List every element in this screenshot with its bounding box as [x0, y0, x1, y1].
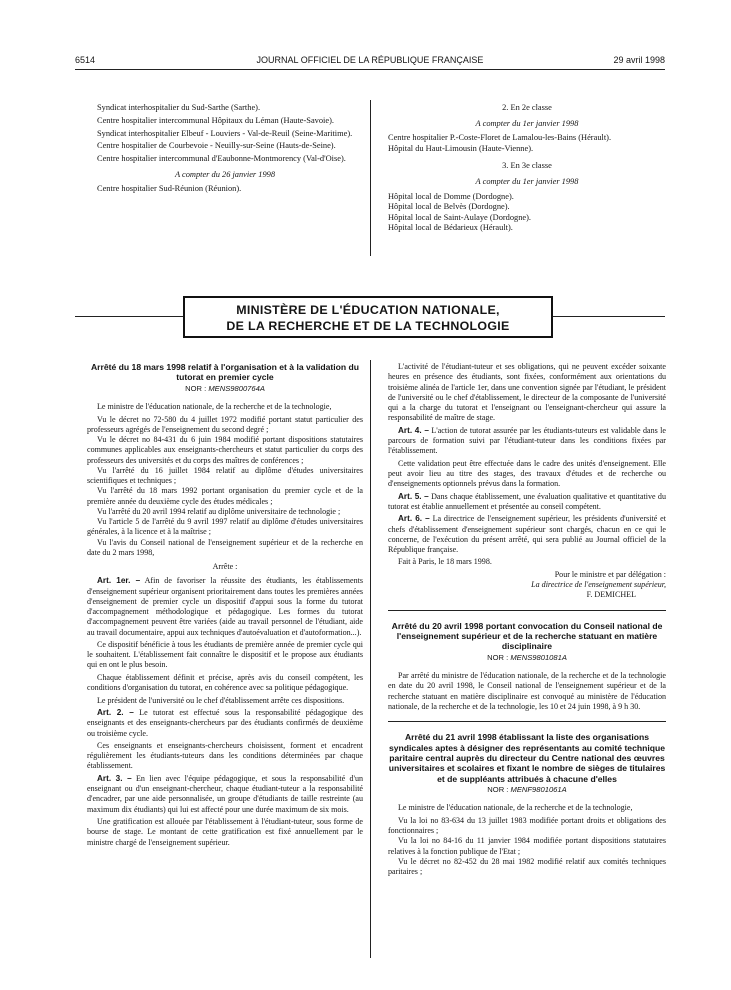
page-number: 6514 — [75, 55, 96, 65]
paragraph: Le ministre de l'éducation nationale, de la recherche et de la technologie, — [398, 803, 633, 813]
visa: Vu la loi no 84-16 du 11 janvier 1984 modifiée portant dispositions statutaires relatives à la fonction publique de l'Etat ; — [388, 836, 666, 856]
nor-reference — [87, 384, 363, 394]
paragraph: Chaque établissement définit et précise, après avis du conseil compétent, les conditions d'organisation du tutorat, en cohérence avec sa politique pédagogique. — [87, 672, 363, 693]
section-divider — [388, 721, 666, 722]
arrete-title: Arrêté du 18 mars 1998 relatif à l'organisation et à la validation du tutorat en premier cycle — [90, 362, 360, 383]
nor-label: NOR : — [185, 383, 207, 393]
list-item: Hôpital local de Bédarieux (Hérault). — [388, 223, 513, 233]
ministry-line-2: DE LA RECHERCHE ET DE LA TECHNOLOGIE — [226, 319, 510, 333]
paragraph: Ces enseignants et enseignants-chercheurs choisissent, forment et encadrent régulièrement les étudiants-tuteurs dans les conditions déterminées par chaque établissement. — [87, 740, 363, 771]
paragraph: Ce dispositif bénéficie à tous les étudiants de première année de premier cycle qui le souhaitent. L'établissement fait connaître le dispositif et le propose aux étudiants qui en ont le plus besoin. — [87, 639, 363, 670]
nor-reference — [388, 653, 666, 663]
nor-code: MENS9801081A — [510, 652, 567, 662]
article-label: Art. 6. – — [398, 514, 430, 524]
visa: Vu l'avis du Conseil national de l'enseignement supérieur et de la recherche en date du 2 mars 1998, — [87, 537, 363, 557]
article-label: Art. 3. – — [97, 773, 132, 783]
list-item: Hôpital du Haut-Limousin (Haute-Vienne). — [388, 143, 534, 153]
top-left-column — [87, 103, 363, 197]
arrete-1-left-column — [87, 362, 363, 850]
visa: Vu le décret no 82-452 du 28 mai 1982 modifié relatif aux comités techniques paritaires ; — [388, 856, 666, 877]
visa: Vu la loi no 83-634 du 13 juillet 1983 modifiée portant droits et obligations des fonctionnaires ; — [388, 815, 666, 836]
list-item: Centre hospitalier intercommunal Hôpitaux du Léman (Haute-Savoie). — [97, 115, 334, 125]
class-heading: 3. En 3e classe — [502, 161, 552, 171]
top-right-column — [388, 103, 666, 236]
date-heading: A compter du 26 janvier 1998 — [174, 169, 276, 179]
ministry-rule-left — [75, 316, 183, 317]
visa: Vu le décret no 72-580 du 4 juillet 1972 modifié portant statut particulier des professeurs agrégés de l'enseignement du second degré ; — [87, 414, 363, 434]
article-text: En lien avec l'équipe pédagogique, et sous la responsabilité d'un enseignant ou d'un enseignant-chercheur, chaque étudiant-tuteur a la responsabilité d'encadrer, par une aide personnalisée, un groupe d'étudiants de taille restreinte (au maximum dix étudiants) qui lui est affecté pour une durée maximum de six mois. — [87, 773, 363, 814]
ministry-rule-right — [553, 316, 665, 317]
list-item: Hôpital local de Belvès (Dordogne). — [388, 202, 510, 212]
column-divider — [370, 360, 371, 958]
article-text: La directrice de l'enseignement supérieur, les présidents d'université et chefs d'établissement d'enseignement supérieur sont chargés, chacun en ce qui le concerne, de l'exécution du présent arrêté, qui sera publié au Journal officiel de la République française. — [388, 514, 666, 554]
list-item: Centre hospitalier P.-Coste-Floret de Lamalou-les-Bains (Hérault). — [388, 133, 612, 143]
list-item: Centre hospitalier Sud-Réunion (Réunion). — [97, 184, 242, 194]
page-header — [75, 55, 665, 69]
nor-label: NOR : — [487, 652, 509, 662]
date-heading: A compter du 1er janvier 1998 — [475, 176, 579, 186]
article-text: Afin de favoriser la réussite des étudiants, les établissements d'enseignement supérieur organisent prioritairement dans toutes les premières années d'enseignement de premier cycle un dispositif d'appui sous la forme du tutorat d'accompagnement méthodologique et pédagogique. Les formes du tutorat d'accompagnement peuvent être variées (aide au travail personnel de l'étudiant, aide au travail documentaire, appui aux techniques d'autoévaluation et d'autoformation...). — [87, 576, 363, 637]
visa: Vu l'arrêté du 20 avril 1994 relatif au diplôme universitaire de technologie ; — [97, 506, 341, 516]
list-item: Syndicat interhospitalier du Sud-Sarthe (Sarthe). — [97, 103, 261, 112]
paragraph: Le président de l'université ou le chef d'établissement arrête ces dispositions. — [97, 695, 345, 705]
section-divider — [388, 610, 666, 611]
nor-code: MENS9800764A — [208, 383, 265, 393]
article-label: Art. 1er. – — [97, 576, 141, 586]
list-item: Centre hospitalier intercommunal d'Eaubonne-Montmorency (Val-d'Oise). — [97, 154, 346, 164]
article-text: Le tutorat est effectué sous la responsabilité pédagogique des enseignants et des enseignants-chercheurs par des étudiants confirmés de deuxième ou troisième cycle. — [87, 708, 364, 738]
arrete-title: Arrêté du 21 avril 1998 établissant la liste des organisations syndicales aptes à désigner des représentants au comité technique paritaire central auprès du directeur du Centre national des œuvres universitaires et scolaires et fixant le nombre de sièges de titulaires et de suppléants attribués à chacune d'elles — [388, 732, 666, 784]
nor-reference — [388, 785, 666, 795]
article-4 — [388, 426, 666, 457]
date-heading: A compter du 1er janvier 1998 — [475, 118, 579, 128]
arrete-right-column — [388, 362, 666, 880]
column-divider — [370, 100, 371, 256]
visa: Vu l'article 5 de l'arrêté du 9 avril 1997 relatif au diplôme d'études universitaires générales, à la licence et à la maîtrise ; — [87, 517, 363, 537]
ministry-line-1: MINISTÈRE DE L'ÉDUCATION NATIONALE, — [236, 303, 500, 317]
arrete-title: Arrêté du 20 avril 1998 portant convocation du Conseil national de l'enseignement supérieur et de la recherche statuant en matière disciplinaire — [391, 620, 663, 652]
visa: Vu l'arrêté du 16 juillet 1984 relatif au diplôme d'études universitaires scientifiques et techniques ; — [87, 465, 363, 485]
visa: Vu l'arrêté du 18 mars 1992 portant organisation du premier cycle et de la première année du deuxième cycle des études médicales ; — [87, 486, 363, 506]
class-heading: 2. En 2e classe — [502, 103, 552, 112]
arrete-word: Arrête : — [212, 562, 238, 571]
list-item: Hôpital local de Saint-Aulaye (Dordogne). — [388, 212, 532, 222]
issue-date: 29 avril 1998 — [613, 55, 665, 65]
article-5 — [388, 492, 666, 513]
paragraph: Par arrêté du ministre de l'éducation nationale, de la recherche et de la technologie en date du 20 avril 1998, le Conseil national de l'enseignement supérieur et de la recherche statuant en matière disciplinaire est convoqué au ministère de l'éducation nationale, de la recherche et de la technologie, les 10 et 24 juin 1998, à 9 h 30. — [388, 671, 666, 711]
visa: Vu le décret no 84-431 du 6 juin 1984 modifié portant dispositions statutaires communes applicables aux enseignants-chercheurs et statut particulier du corps des professeurs des universités et du corps des maîtres de conférences ; — [87, 435, 363, 465]
header-rule — [75, 69, 665, 70]
article-3 — [87, 774, 363, 815]
article-1 — [87, 576, 363, 638]
paragraph: Le ministre de l'éducation nationale, de la recherche et de la technologie, — [97, 402, 332, 412]
paragraph: Cette validation peut être effectuée dans le cadre des unités d'enseignement. Elle peut avoir lieu au titre des stages, des travaux d'études et de recherche ou d'enseignements optionnels prévus dans la formation. — [388, 458, 666, 489]
list-item: Syndicat interhospitalier Elbeuf - Louviers - Val-de-Reuil (Seine-Maritime). — [97, 128, 353, 138]
done-at: Fait à Paris, le 18 mars 1998. — [398, 557, 492, 567]
journal-title: JOURNAL OFFICIEL DE LA RÉPUBLIQUE FRANÇAISE — [256, 55, 484, 65]
ministry-heading — [183, 296, 553, 338]
nor-code: MENF9801061A — [510, 785, 567, 795]
list-item: Hôpital local de Domme (Dordogne). — [388, 191, 514, 201]
paragraph: L'activité de l'étudiant-tuteur et ses obligations, qui ne peuvent excéder soixante heures en présence des étudiants, sont fixées, conformément aux orientations du troisième alinéa de l'article 1er, dans une convention signée par l'étudiant, le président de l'université ou le chef d'établissement, le directeur de la composante de l'université qui a la charge du tutorat et l'enseignant ou l'enseignant-chercheur qui assure la responsabilité de maître de stage. — [388, 362, 666, 423]
article-6 — [388, 514, 666, 555]
signature-line: Pour le ministre et par délégation : — [554, 569, 666, 579]
article-text: Dans chaque établissement, une évaluation qualitative et quantitative du tutorat est établie annuellement et présentée au conseil compétent. — [388, 491, 666, 511]
nor-label: NOR : — [487, 785, 509, 795]
signature-title: La directrice de l'enseignement supérieur, — [531, 580, 666, 590]
article-2 — [87, 708, 363, 739]
list-item: Centre hospitalier de Courbevoie - Neuilly-sur-Seine (Hauts-de-Seine). — [97, 141, 336, 151]
signature-name: F. DEMICHEL — [586, 590, 636, 600]
paragraph: Une gratification est allouée par l'établissement à l'étudiant-tuteur, sous forme de bourse de stage. Le montant de cette gratification est fixé annuellement par le ministre chargé de l'enseignement supérieur. — [87, 817, 363, 847]
article-label: Art. 5. – — [398, 491, 429, 501]
article-text: L'action de tutorat assurée par les étudiants-tuteurs est validable dans le parcours de formation suivi par l'étudiant-tuteur dans les conditions fixées par l'établissement. — [388, 425, 666, 456]
article-label: Art. 4. – — [398, 425, 429, 435]
article-label: Art. 2. – — [97, 708, 134, 717]
